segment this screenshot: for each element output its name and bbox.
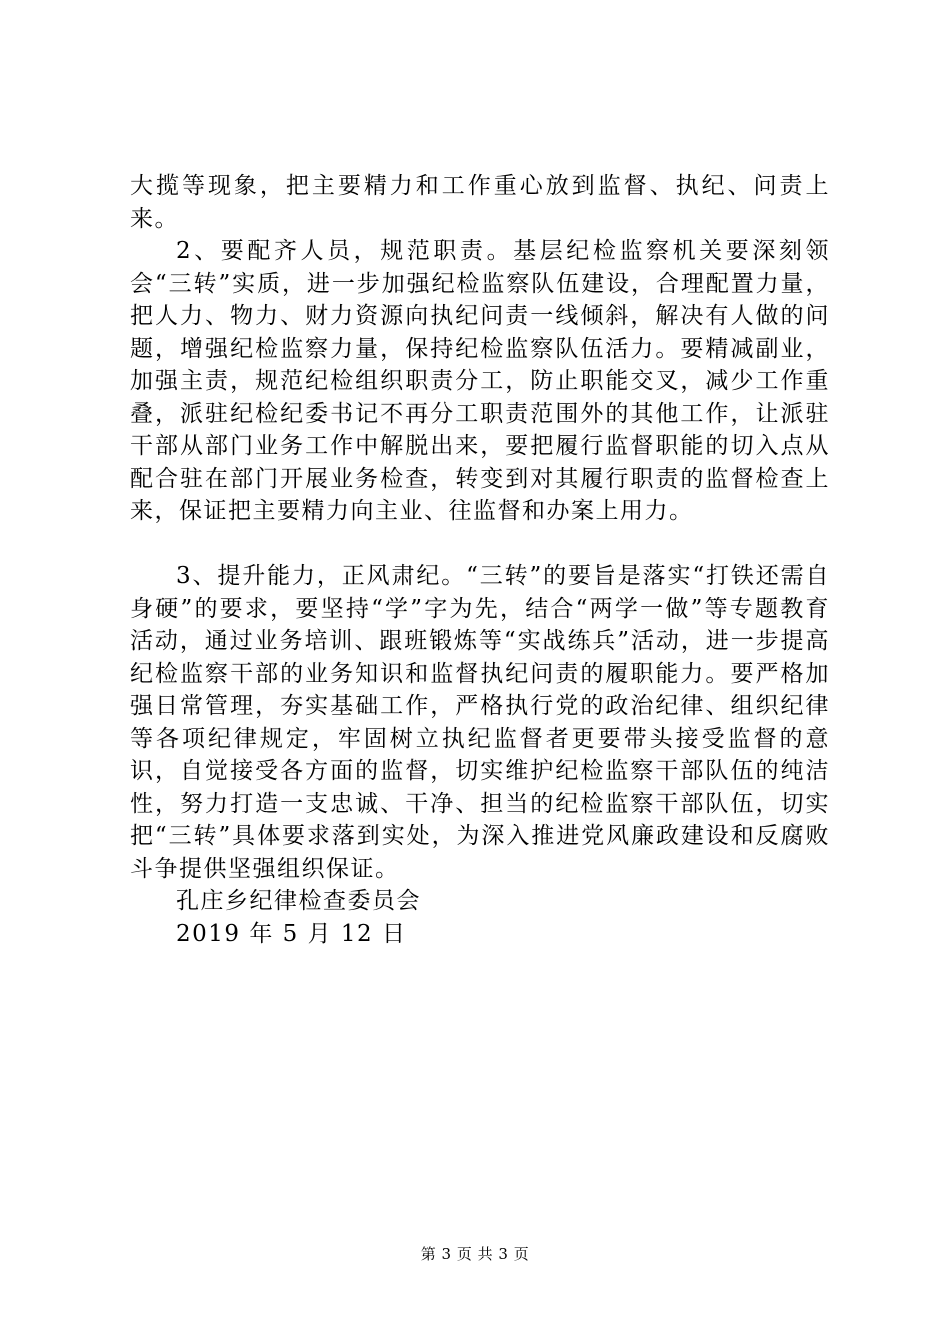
page-number-footer: 第 3 页 共 3 页 xyxy=(420,1245,530,1263)
paragraph-item-2: 2、要配齐人员，规范职责。基层纪检监察机关要深刻领会“三转”实质，进一步加强纪检监察队伍建设，合理配置力量，把人力、物力、财力资源向执纪问责一线倾斜，解决有人做的问题，增强纪检监察力量，保持纪检监察队伍活力。要精减副业，加强主责，规范纪检组织职责分工，防止职能交叉，减少工作重叠，派驻纪检纪委书记不再分工职责范围外的其他工作，让派驻干部从部门业务工作中解脱出来，要把履行监督职能的切入点从配合驻在部门开展业务检查，转变到对其履行职责的监督检查上来，保证把主要精力向主业、往监督和办案上用力。 xyxy=(130,238,830,524)
signature-date: 2019 年 5 月 12 日 xyxy=(176,920,407,947)
signature-organization: 孔庄乡纪律检查委员会 xyxy=(176,888,421,914)
paragraph-item-3: 3、提升能力，正风肃纪。“三转”的要旨是落实“打铁还需自身硬”的要求，要坚持“学”字为先，结合“两学一做”等专题教育活动，通过业务培训、跟班锻炼等“实战练兵”活动，进一步提高纪检监察干部的业务知识和监督执纪问责的履职能力。要严格加强日常管理，夯实基础工作，严格执行党的政治纪律、组织纪律等各项纪律规定，牢固树立执纪监督者更要带头接受监督的意识，自觉接受各方面的监督，切实维护纪检监察干部队伍的纯洁性，努力打造一支忠诚、干净、担当的纪检监察干部队伍，切实把“三转”具体要求落到实处，为深入推进党风廉政建设和反腐败斗争提供坚强组织保证。 xyxy=(130,563,830,882)
paragraph-continuation: 大揽等现象，把主要精力和工作重心放到监督、执纪、问责上来。 xyxy=(130,173,830,232)
paragraph-spacer xyxy=(130,528,830,561)
document-body xyxy=(130,170,830,950)
